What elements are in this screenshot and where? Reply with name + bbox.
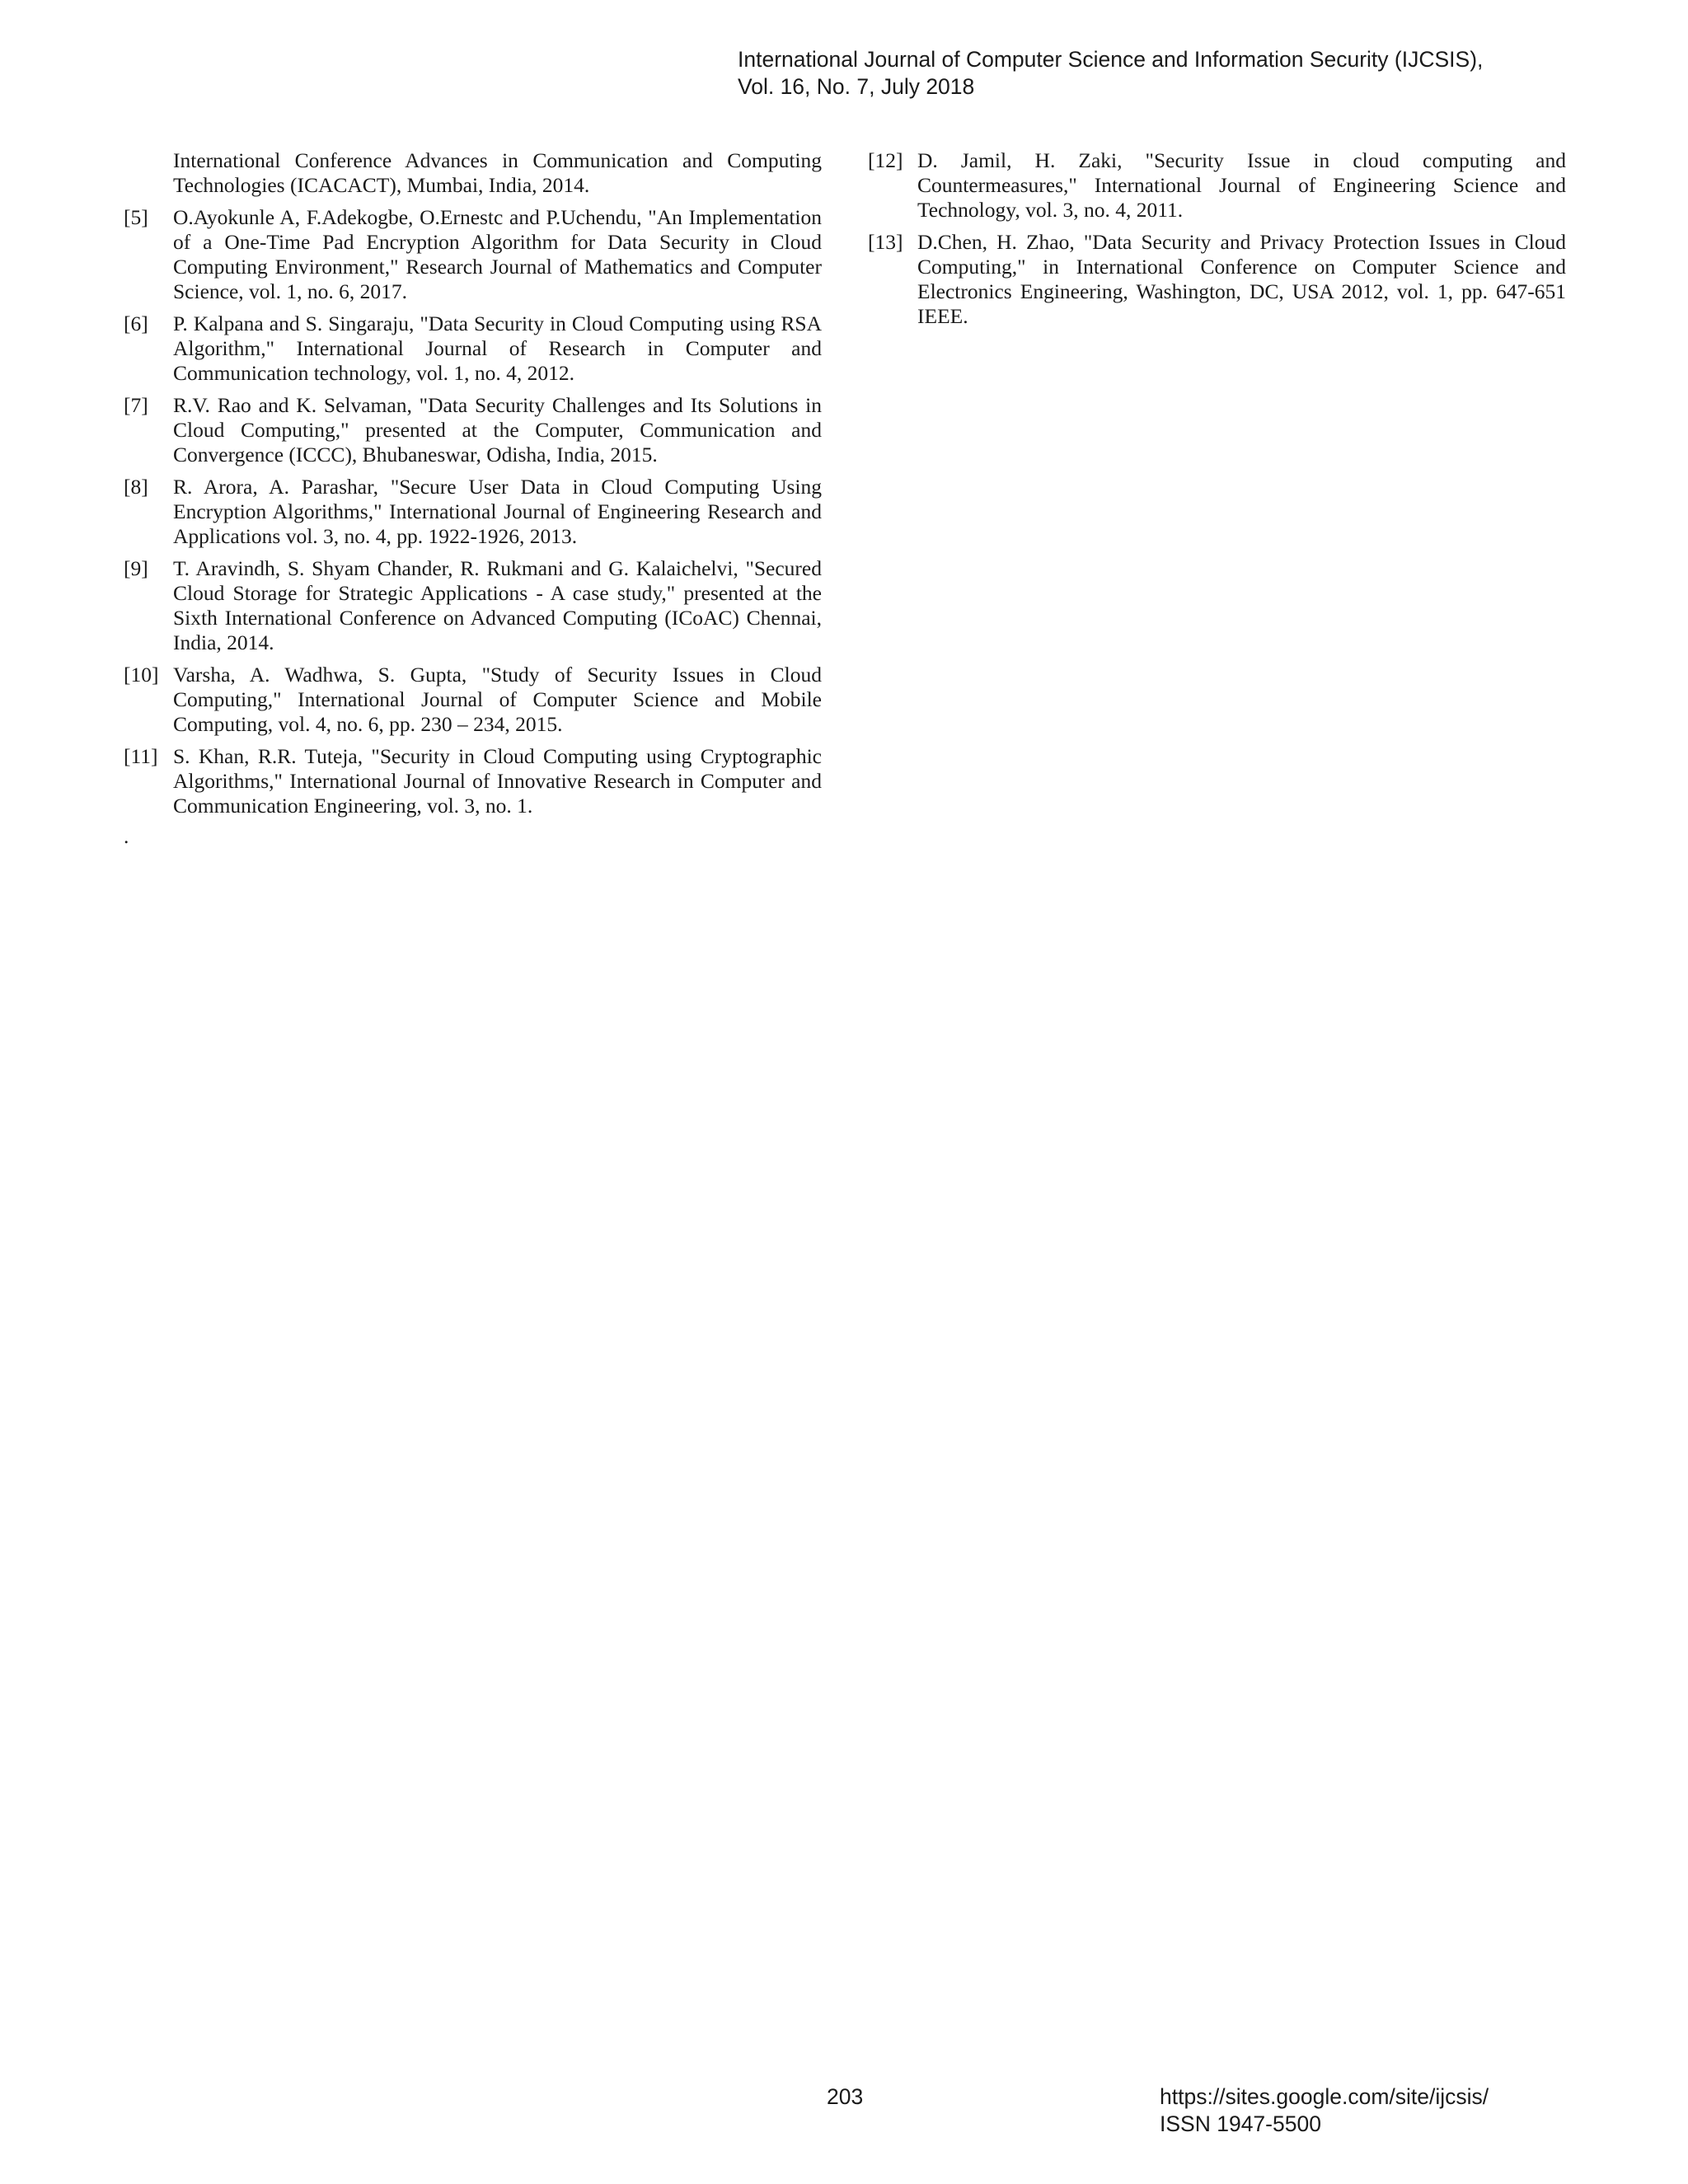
reference-text: P. Kalpana and S. Singaraju, "Data Security in Cloud Computing using RSA Algorithm," International Journal of Research in Computer and Communication technology, vol. 1, no. 4, 2012. <box>173 312 822 385</box>
reference-text: O.Ayokunle A, F.Adekogbe, O.Ernestc and P.Uchendu, "An Implementation of a One-Time Pad Encryption Algorithm for Data Security in Cloud Computing Environment," Research Journal of Mathematics and Computer Science, vol. 1, no. 6, 2017. <box>173 205 822 303</box>
reference-text: T. Aravindh, S. Shyam Chander, R. Rukmani and G. Kalaichelvi, "Secured Cloud Storage for Strategic Applications - A case study," presented at the Sixth International Conference on Advanced Computing (ICoAC) Chennai, India, 2014. <box>173 556 822 654</box>
reference-item-7 <box>124 393 822 467</box>
trailing-period: . <box>124 824 129 848</box>
reference-text: D.Chen, H. Zhao, "Data Security and Privacy Protection Issues in Cloud Computing," in International Conference on Computer Science and Electronics Engineering, Washington, DC, USA 2012, vol. 1, pp. 647-651 IEEE. <box>917 230 1566 328</box>
reference-item-13 <box>868 230 1566 329</box>
journal-url: https://sites.google.com/site/ijcsis/ <box>1160 2084 1489 2109</box>
reference-number: [7] <box>124 393 148 417</box>
reference-number: [6] <box>124 312 148 335</box>
reference-item-8 <box>124 475 822 549</box>
reference-item-10 <box>124 663 822 737</box>
issn-number: ISSN 1947-5500 <box>1160 2111 1321 2136</box>
reference-continuation: International Conference Advances in Communication and Computing Technologies (ICACACT), Mumbai, India, 2014. <box>173 148 822 197</box>
reference-number: [13] <box>868 230 903 254</box>
reference-text: R. Arora, A. Parashar, "Secure User Data in Cloud Computing Using Encryption Algorithms," International Journal of Engineering Research and Applications vol. 3, no. 4, pp. 1922-1926, 2013. <box>173 475 822 548</box>
reference-item-5 <box>124 205 822 304</box>
right-column <box>868 148 1566 336</box>
reference-number: [8] <box>124 475 148 499</box>
reference-text: R.V. Rao and K. Selvaman, "Data Security Challenges and Its Solutions in Cloud Computing," presented at the Computer, Communication and Convergence (ICCC), Bhubaneswar, Odisha, India, 2015. <box>173 393 822 466</box>
reference-number: [10] <box>124 663 159 687</box>
left-column <box>124 148 822 826</box>
reference-text: Varsha, A. Wadhwa, S. Gupta, "Study of Security Issues in Cloud Computing," International Journal of Computer Science and Mobile Computing, vol. 4, no. 6, pp. 230 – 234, 2015. <box>173 663 822 736</box>
reference-text: S. Khan, R.R. Tuteja, "Security in Cloud Computing using Cryptographic Algorithms," International Journal of Innovative Research in Computer and Communication Engineering, vol. 3, no. 1. <box>173 744 822 818</box>
reference-number: [9] <box>124 556 148 580</box>
reference-number: [12] <box>868 148 903 172</box>
running-header <box>738 46 1483 101</box>
journal-issue: Vol. 16, No. 7, July 2018 <box>738 74 975 99</box>
reference-item-6 <box>124 312 822 386</box>
reference-number: [11] <box>124 744 158 768</box>
page-number: 203 <box>827 2084 864 2109</box>
reference-number: [5] <box>124 205 148 229</box>
footer-info <box>1160 2083 1489 2138</box>
reference-item-12 <box>868 148 1566 223</box>
reference-item-9 <box>124 556 822 655</box>
journal-title: International Journal of Computer Science and Information Security (IJCSIS), <box>738 47 1484 72</box>
reference-item-11 <box>124 744 822 818</box>
reference-text: D. Jamil, H. Zaki, "Security Issue in cloud computing and Countermeasures," International Journal of Engineering Science and Technology, vol. 3, no. 4, 2011. <box>917 148 1566 222</box>
